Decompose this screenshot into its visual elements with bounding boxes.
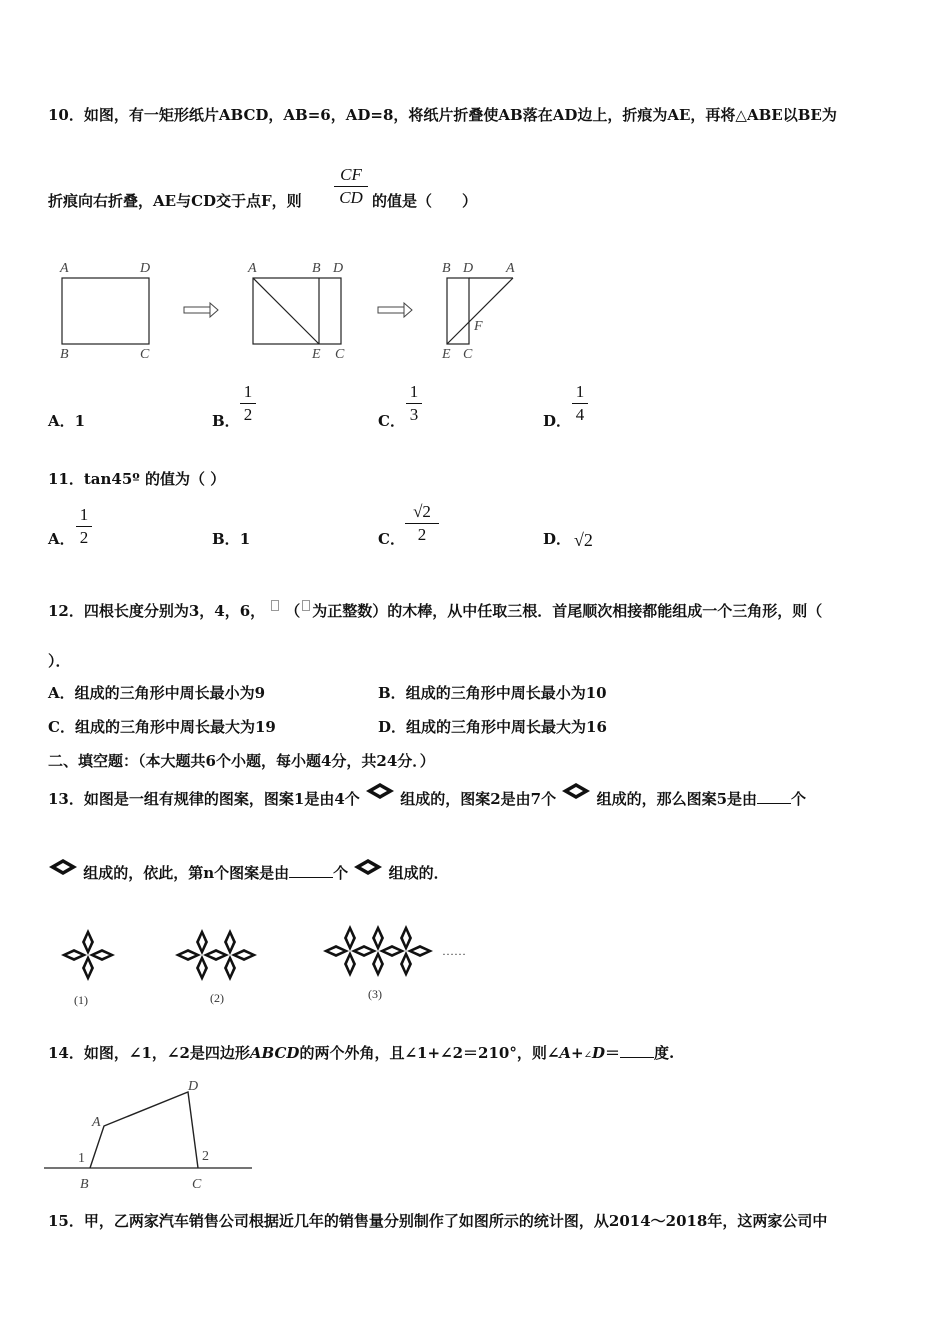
- q13-pattern-figure: [50, 918, 480, 1010]
- q14-label-d: D: [188, 1079, 199, 1094]
- q10-line1: 10．如图，有一矩形纸片ABCD，AB=6，AD=8，将纸片折叠使AB落在AD边上，折痕为AE，再将△ABE以BE为: [48, 106, 837, 124]
- pattern-3: [323, 925, 433, 977]
- q10-option-d-label: D．: [543, 412, 572, 430]
- q10-frac-num: CF: [340, 165, 362, 184]
- q14-label-c: C: [192, 1177, 202, 1192]
- q13-line2: 组成的，依此，第n个图案是由 个 组成的．: [48, 862, 449, 883]
- q11-stem: 11．tan45º 的值为（ ）: [48, 470, 226, 488]
- placeholder-box-icon: [271, 600, 279, 611]
- q10-option-b-label: B．: [212, 412, 240, 430]
- pattern-1: [61, 929, 115, 981]
- diamond-tile-icon: [365, 782, 395, 800]
- diamond-tile-icon: [353, 858, 383, 876]
- pattern-caption-2: (2): [210, 991, 224, 1005]
- fig3-label-c: C: [463, 347, 473, 362]
- q14-blank[interactable]: [620, 1057, 654, 1058]
- q11-option-a-label: A．: [48, 530, 75, 548]
- q15-line1: 15．甲，乙两家汽车销售公司根据近几年的销售量分别制作了如图所示的统计图，从2014～2018年，这两家公司中: [48, 1212, 828, 1230]
- fig3-label-d: D: [463, 261, 474, 276]
- q10-frac-den: CD: [339, 188, 363, 207]
- fig2-label-d: D: [333, 261, 344, 276]
- fig1-label-c: C: [140, 347, 150, 362]
- q10-fraction: [334, 165, 368, 208]
- pattern-ellipsis: ……: [442, 944, 466, 958]
- q14-label-a: A: [92, 1115, 101, 1130]
- q10-line2b: 的值是（ ）: [372, 192, 478, 210]
- fig2-label-a: A: [248, 261, 257, 276]
- q14-label-2: 2: [202, 1149, 209, 1164]
- fig3-label-b: B: [442, 261, 451, 276]
- q11-option-c-fraction: √2 2: [405, 502, 439, 545]
- q14-label-b: B: [80, 1177, 89, 1192]
- q10-figure-3: [441, 261, 515, 362]
- q10-line2a: 折痕向右折叠，AE与CD交于点F，则: [48, 192, 302, 210]
- pattern-2: [175, 929, 257, 981]
- q12-option-d: D．组成的三角形中周长最大为16: [378, 718, 607, 736]
- fig1-label-d: D: [140, 261, 151, 276]
- diamond-tile-icon: [48, 858, 78, 876]
- arrow-icon: [378, 303, 412, 317]
- q12-line2: ）．: [48, 652, 71, 670]
- q10-folding-figures: [50, 254, 530, 366]
- q12-option-a: A．组成的三角形中周长最小为9: [48, 684, 266, 702]
- pattern-caption-3: (3): [368, 987, 382, 1001]
- arrow-icon: [184, 303, 218, 317]
- q13-blank-1[interactable]: [757, 803, 791, 804]
- q10-option-c-fraction: 1 3: [406, 382, 422, 425]
- fig1-label-b: B: [60, 347, 69, 362]
- section-2-heading: 二、填空题：（本大题共6个小题，每小题4分，共24分．）: [48, 752, 435, 770]
- q13-blank-2[interactable]: [289, 877, 333, 878]
- q14-label-1: 1: [78, 1151, 85, 1166]
- q14-quadrilateral-figure: [44, 1074, 256, 1192]
- fig3-label-f: F: [474, 319, 483, 334]
- q11-option-d-label: D．: [543, 530, 572, 548]
- q14-stem: 14．如图，∠1，∠2是四边形ABCD的两个外角，且∠1+∠2＝210°，则∠A+∠D＝ 度.: [48, 1044, 675, 1062]
- fig2-label-c: C: [335, 347, 345, 362]
- q11-option-a-fraction: 1 2: [76, 505, 92, 548]
- placeholder-box-icon: [302, 600, 310, 611]
- q12-option-b: B．组成的三角形中周长最小为10: [378, 684, 607, 702]
- q12-line1: 12．四根长度分别为3，4，6， （ 为正整数）的木棒，从中任取三根．首尾顺次相接都能组成一个三角形，则（: [48, 602, 823, 620]
- q11-option-d-value: √2: [574, 530, 593, 550]
- fig1-label-a: A: [60, 261, 69, 276]
- q11-option-c-label: C．: [378, 530, 405, 548]
- q10-option-b-fraction: 1 2: [240, 382, 256, 425]
- fig2-label-e: E: [312, 347, 321, 362]
- pattern-caption-1: (1): [74, 993, 88, 1007]
- q12-option-c: C．组成的三角形中周长最大为19: [48, 718, 276, 736]
- q10-option-c-label: C．: [378, 412, 405, 430]
- fig3-label-a: A: [506, 261, 515, 276]
- q13-line1: 13．如图是一组有规律的图案，图案1是由4个 组成的，图案2是由7个 组成的，那么图案5是由 个: [48, 788, 806, 809]
- q10-option-d-fraction: 1 4: [572, 382, 588, 425]
- q11-option-b: B．1: [212, 530, 251, 548]
- fig2-label-b: B: [312, 261, 321, 276]
- q10-option-a: A．1: [48, 412, 86, 430]
- diamond-tile-icon: [561, 782, 591, 800]
- fig3-label-e: E: [442, 347, 451, 362]
- q10-figure-1: [59, 261, 150, 362]
- q10-figure-2: [247, 261, 345, 362]
